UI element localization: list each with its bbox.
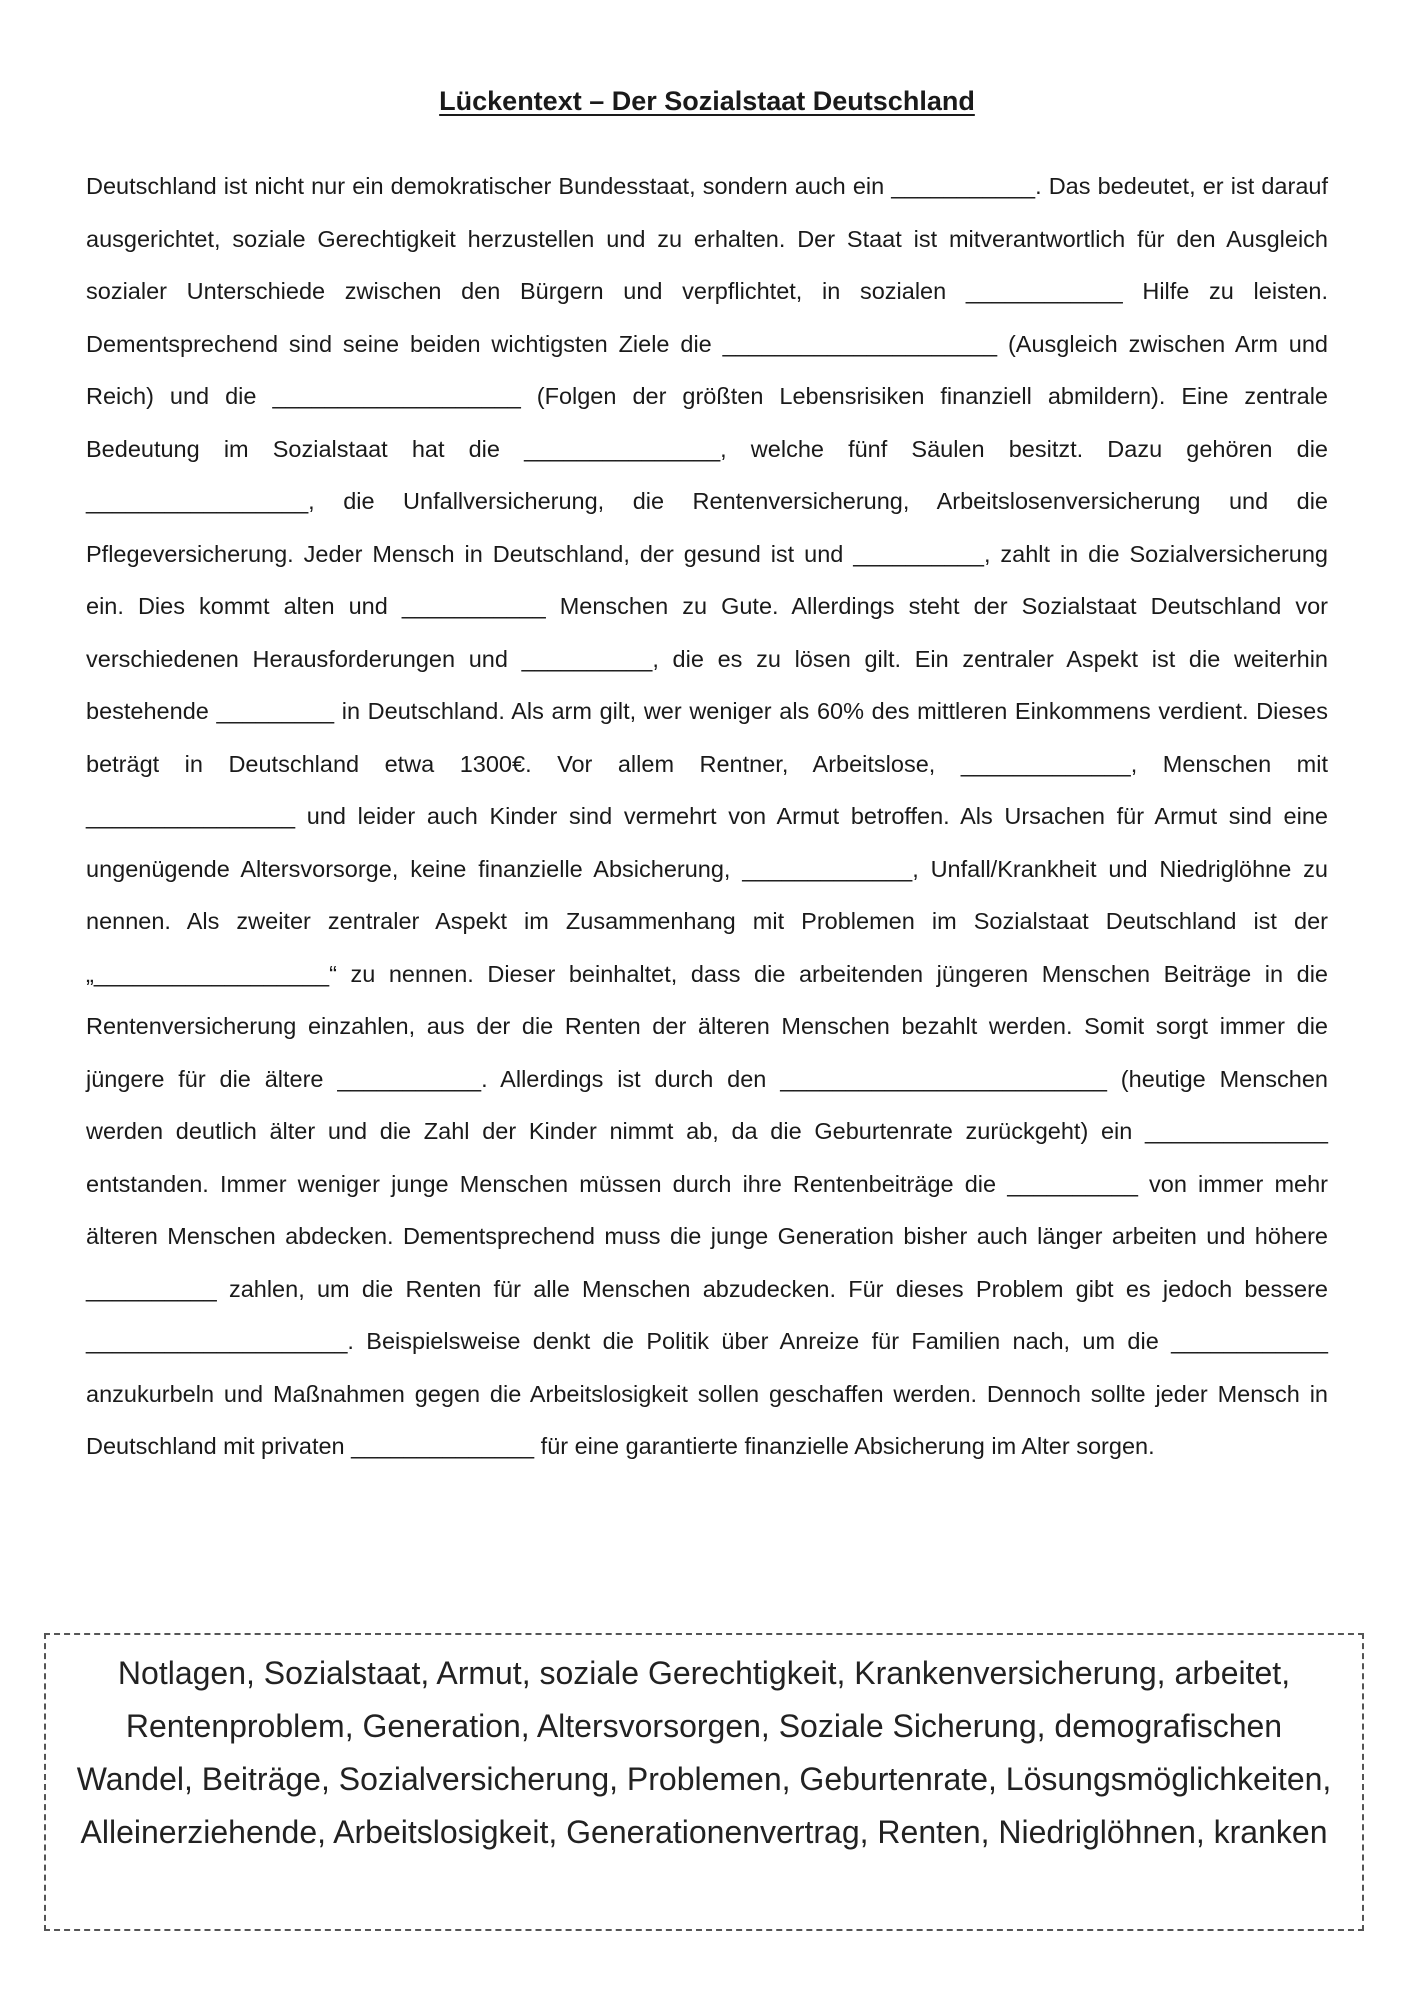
cloze-text <box>86 160 1342 1473</box>
word-bank-box <box>44 1633 1364 1931</box>
word-bank-text: Notlagen, Sozialstaat, Armut, soziale Gerechtigkeit, Krankenversicherung, arbeitet, Rentenproblem, Generation, Altersvorsorgen, Soziale Sicherung, demografischen Wandel, Beiträge, Sozialversicherung, Problemen, Geburtenrate, Lösungsmöglichkeiten, Alleinerziehende, Arbeitslosigkeit, Generationenvertrag, Renten, Niedriglöhnen, kranken <box>76 1655 1332 1850</box>
cloze-paragraph: Deutschland ist nicht nur ein demokratischer Bundesstaat, sondern auch ein ___________. Das bedeutet, er ist darauf ausgerichtet, soziale Gerechtigkeit herzustellen und zu erhalten. Der Staat ist mitverantwortlich für den Ausgleich sozialer Unterschiede zwischen den Bürgern und verpflichtet, in sozialen ____________ Hilfe zu leisten. Dementsprechend sind seine beiden wichtigsten Ziele die _____________________ (Ausgleich zwischen Arm und Reich) und die ___________________ (Folgen der größten Lebensrisiken finanziell abmildern). Eine zentrale Bedeutung im Sozialstaat hat die _______________, welche fünf Säulen besitzt. Dazu gehören die _________________, die Unfallversicherung, die Rentenversicherung, Arbeitslosenversicherung und die Pflegeversicherung. Jeder Mensch in Deutschland, der gesund ist und __________, zahlt in die Sozialversicherung ein. Dies kommt alten und ___________ Menschen zu Gute. Allerdings steht der Sozialstaat Deutschland vor verschiedenen Herausforderungen und __________, die es zu lösen gilt. Ein zentraler Aspekt ist die weiterhin bestehende _________ in Deutschland. Als arm gilt, wer weniger als 60% des mittleren Einkommens verdient. Dieses beträgt in Deutschland etwa 1300€. Vor allem Rentner, Arbeitslose, _____________, Menschen mit ________________ und leider auch Kinder sind vermehrt von Armut betroffen. Als Ursachen für Armut sind eine ungenügende Altersvorsorge, keine finanzielle Absicherung, _____________, Unfall/Krankheit und Niedriglöhne zu nennen. Als zweiter zentraler Aspekt im Zusammenhang mit Problemen im Sozialstaat Deutschland ist der „__________________“ zu nennen. Dieser beinhaltet, dass die arbeitenden jüngeren Menschen Beiträge in die Rentenversicherung einzahlen, aus der die Renten der älteren Menschen bezahlt werden. Somit sorgt immer die jüngere für die ältere ___________. Allerdings ist durch den _________________________ (heutige Menschen werden deutlich älter und die Zahl der Kinder nimmt ab, da die Geburtenrate zurückgeht) ein ______________ entstanden. Immer weniger junge Menschen müssen durch ihre Rentenbeiträge die __________ von immer mehr älteren Menschen abdecken. Dementsprechend muss die junge Generation bisher auch länger arbeiten und höhere __________ zahlen, um die Renten für alle Menschen abzudecken. Für dieses Problem gibt es jedoch bessere ____________________. Beispielsweise denkt die Politik über Anreize für Familien nach, um die ____________ anzukurbeln und Maßnahmen gegen die Arbeitslosigkeit sollen geschaffen werden. Dennoch sollte jeder Mensch in Deutschland mit privaten ______________ für eine garantierte finanzielle Absicherung im Alter sorgen. <box>86 173 1342 1459</box>
page-title: Lückentext – Der Sozialstaat Deutschland <box>439 86 975 116</box>
